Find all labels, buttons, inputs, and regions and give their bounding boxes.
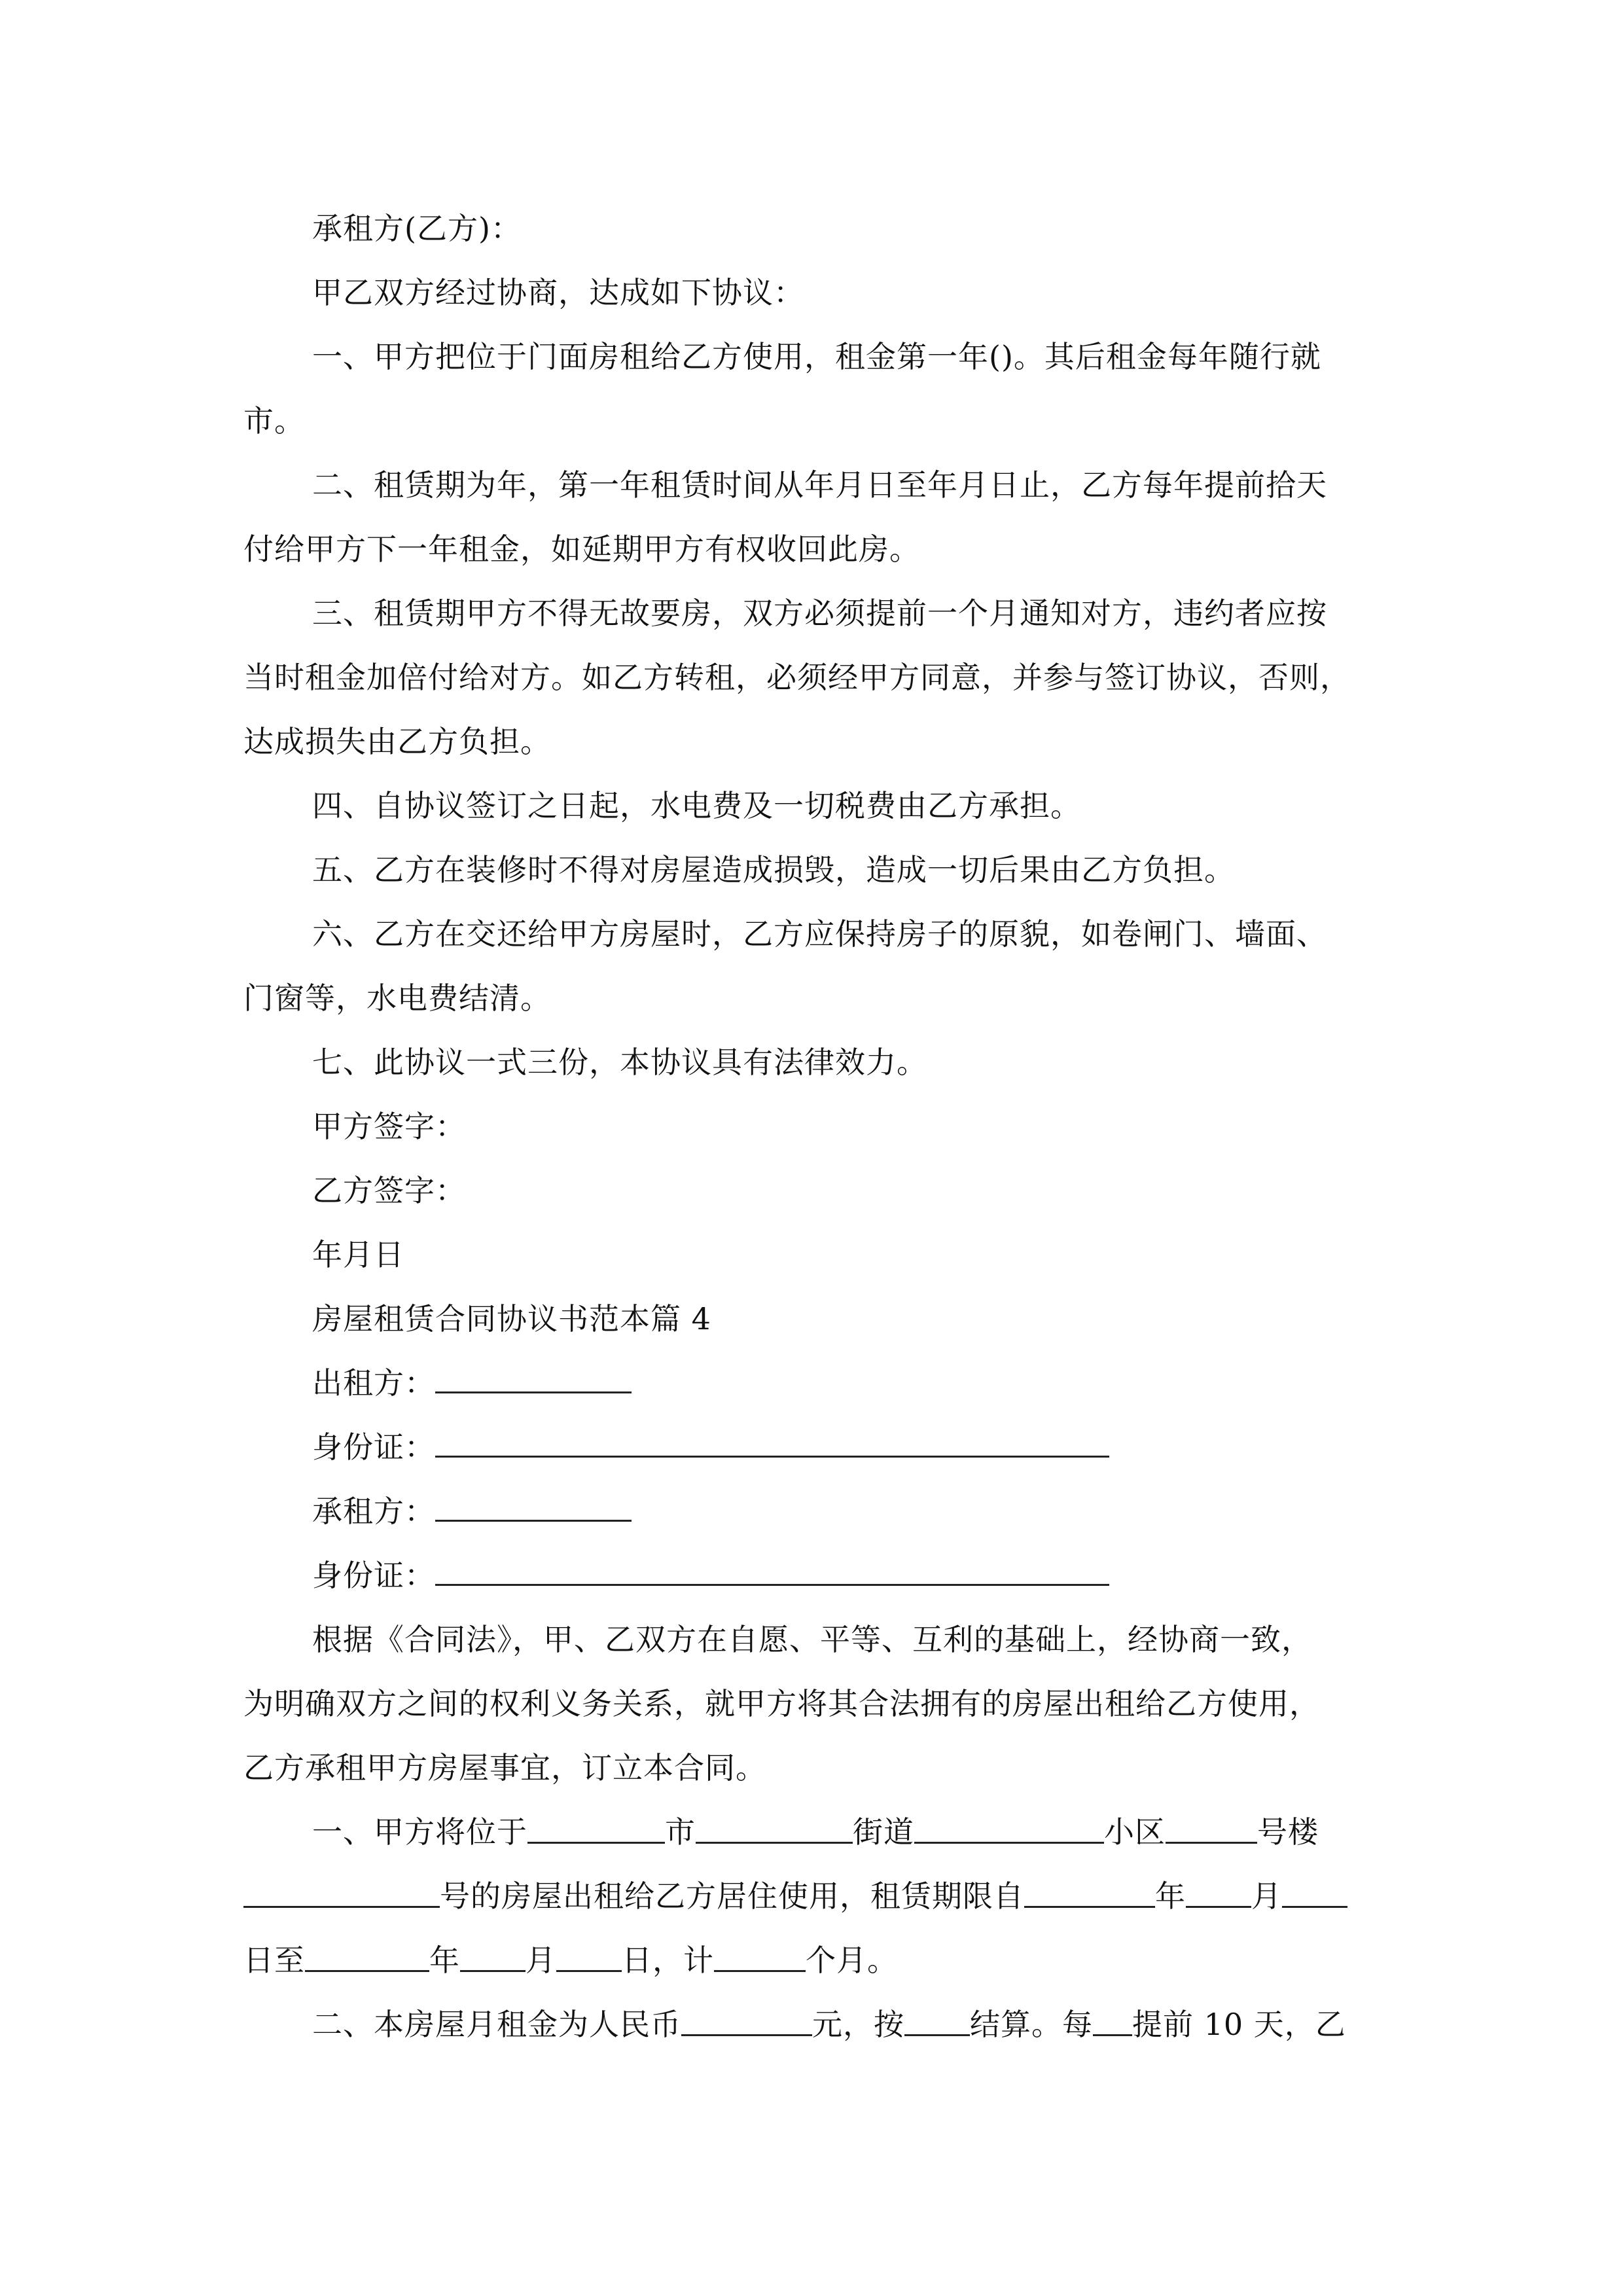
- paragraph: 五、乙方在装修时不得对房屋造成损毁，造成一切后果由乙方负担。: [312, 852, 1235, 888]
- blank: [305, 1945, 429, 1972]
- paragraph: 门窗等，水电费结清。: [243, 980, 551, 1016]
- section-title: 房屋租赁合同协议书范本篇 4: [312, 1301, 711, 1336]
- clause-1-line-3: [243, 1928, 1382, 1992]
- paragraph: 六、乙方在交还给甲方房屋时，乙方应保持房子的原貌，如卷闸门、墙面、: [312, 916, 1327, 952]
- paragraph: 达成损失由乙方负担。: [243, 724, 551, 759]
- id-line-1: [243, 1415, 1382, 1479]
- blank: [1166, 1817, 1257, 1844]
- lessor-label: 出租方：: [312, 1365, 435, 1401]
- paragraph: 三、租赁期甲方不得无故要房，双方必须提前一个月通知对方，违约者应按: [312, 596, 1327, 631]
- clause-text: 二、本房屋月租金为人民币: [312, 2007, 681, 2042]
- blank: [696, 1817, 853, 1844]
- paragraph: 四、自协议签订之日起，水电费及一切税费由乙方承担。: [312, 788, 1081, 823]
- clause-text: 元，按: [812, 2007, 904, 2042]
- contract-body: [243, 196, 1382, 2056]
- clause-text: 月: [1251, 1878, 1282, 1914]
- clause-text: 街道: [853, 1814, 914, 1850]
- clause-text: 日至: [243, 1943, 305, 1978]
- paragraph: 甲乙双方经过协商，达成如下协议：: [312, 275, 804, 310]
- paragraph: 一、甲方把位于门面房租给乙方使用，租金第一年()。其后租金每年随行就: [312, 339, 1321, 374]
- id-label: 身份证：: [312, 1558, 435, 1593]
- clause-text: 年: [1155, 1878, 1186, 1914]
- paragraph: 乙方承租甲方房屋事宜，订立本合同。: [243, 1750, 766, 1785]
- paragraph: 当时租金加倍付给对方。如乙方转租，必须经甲方同意，并参与签订协议，否则，: [243, 660, 1351, 695]
- party-a-signature: 甲方签字：: [312, 1109, 466, 1144]
- lessor-line: [243, 1351, 1382, 1415]
- blank: [1186, 1881, 1251, 1908]
- blank: [1282, 1881, 1347, 1908]
- party-b-signature: 乙方签字：: [312, 1173, 466, 1208]
- paragraph: 根据《合同法》，甲、乙双方在自愿、平等、互利的基础上，经协商一致，: [312, 1622, 1312, 1657]
- blank: [243, 1881, 440, 1908]
- id-line-2: [243, 1543, 1382, 1607]
- clause-1-line-2: [243, 1864, 1382, 1928]
- clause-text: 号的房屋出租给乙方居住使用，租赁期限自: [440, 1878, 1024, 1914]
- blank: [527, 1817, 665, 1844]
- paragraph: 七、此协议一式三份，本协议具有法律效力。: [312, 1045, 927, 1080]
- blank: [714, 1945, 806, 1972]
- paragraph: 承租方(乙方)：: [312, 211, 522, 246]
- clause-text: 市: [665, 1814, 696, 1850]
- paragraph: 付给甲方下一年租金，如延期甲方有权收回此房。: [243, 531, 920, 567]
- clause-2-line-1: [243, 1992, 1382, 2056]
- clause-text: 提前 10 天，乙: [1132, 2007, 1346, 2042]
- clause-text: 一、甲方将位于: [312, 1814, 527, 1850]
- lessee-line: [243, 1479, 1382, 1543]
- clause-text: 个月。: [806, 1943, 898, 1978]
- id-blank: [435, 1431, 1109, 1458]
- blank: [904, 2009, 970, 2036]
- paragraph: 二、租赁期为年，第一年租赁时间从年月日至年月日止，乙方每年提前拾天: [312, 467, 1327, 503]
- paragraph: 为明确双方之间的权利义务关系，就甲方将其合法拥有的房屋出租给乙方使用，: [243, 1686, 1320, 1721]
- blank: [914, 1817, 1104, 1844]
- clause-text: 号楼: [1257, 1814, 1319, 1850]
- blank: [556, 1945, 622, 1972]
- clause-text: 结算。每: [970, 2007, 1093, 2042]
- clause-text: 月: [526, 1943, 556, 1978]
- signature-date: 年月日: [312, 1237, 404, 1272]
- blank: [1024, 1881, 1155, 1908]
- clause-text: 日，计: [622, 1943, 714, 1978]
- clause-text: 小区: [1104, 1814, 1166, 1850]
- clause-1-line-1: [243, 1800, 1382, 1864]
- lessee-label: 承租方：: [312, 1494, 435, 1529]
- blank: [460, 1945, 526, 1972]
- id-label: 身份证：: [312, 1429, 435, 1465]
- blank: [681, 2009, 812, 2036]
- clause-text: 年: [429, 1943, 460, 1978]
- id-blank: [435, 1559, 1109, 1586]
- lessor-blank: [435, 1367, 632, 1393]
- paragraph: 市。: [243, 403, 305, 439]
- lessee-blank: [435, 1495, 632, 1522]
- blank: [1093, 2009, 1132, 2036]
